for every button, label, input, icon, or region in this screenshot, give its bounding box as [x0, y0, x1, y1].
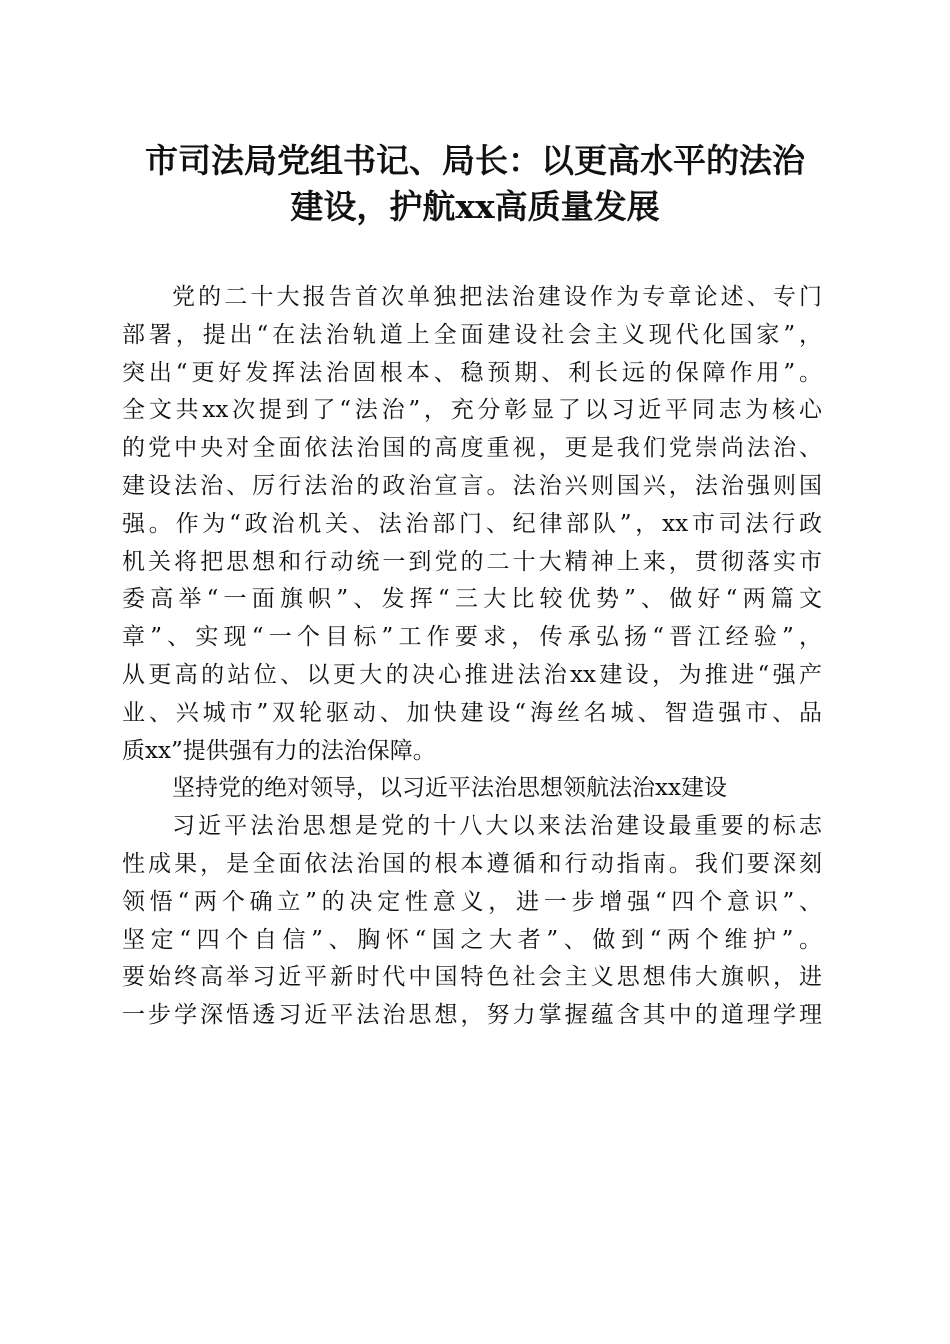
text-line: 全文共xx次提到了“法治”，充分彰显了以习近平同志为核心: [122, 397, 822, 424]
text-line: 从更高的站位、以更大的决心推进法治xx建设，为推进“强产: [122, 661, 822, 688]
paragraph-2: [122, 808, 822, 1035]
text-line: 坚定“四个自信”、胸怀“国之大者”、做到“两个维护”。: [122, 926, 822, 953]
text-line: 质xx”提供强有力的法治保障。: [122, 737, 436, 764]
title-line-1: 市司法局党组书记、局长：以更高水平的法治: [145, 141, 805, 180]
text-line: 强。作为“政治机关、法治部门、纪律部队”，xx市司法行政: [122, 510, 822, 537]
text-line: 的党中央对全面依法治国的高度重视，更是我们党崇尚法治、: [122, 435, 822, 462]
paragraph-1: [122, 279, 822, 770]
text-line: 章”、实现“一个目标”工作要求，传承弘扬“晋江经验”，: [122, 624, 822, 651]
text-line: 突出“更好发挥法治固根本、稳预期、利长远的保障作用”。: [122, 359, 822, 386]
text-line: 习近平法治思想是党的十八大以来法治建设最重要的标志: [172, 813, 822, 840]
document-title: [100, 138, 850, 230]
text-line: 性成果，是全面依法治国的根本遵循和行动指南。我们要深刻: [122, 850, 822, 877]
document-body: [122, 279, 822, 1035]
text-line: 领悟“两个确立”的决定性意义，进一步增强“四个意识”、: [122, 888, 822, 915]
text-line: 要始终高举习近平新时代中国特色社会主义思想伟大旗帜，进: [122, 964, 822, 991]
text-line: 党的二十大报告首次单独把法治建设作为专章论述、专门: [172, 284, 822, 310]
text-line: 建设法治、厉行法治的政治宣言。法治兴则国兴，法治强则国: [122, 472, 822, 499]
text-line: 业、兴城市”双轮驱动、加快建设“海丝名城、智造强市、品: [122, 699, 822, 726]
text-line: 机关将把思想和行动统一到党的二十大精神上来，贯彻落实市: [122, 548, 822, 575]
section-heading: 坚持党的绝对领导，以习近平法治思想领航法治xx建设: [172, 775, 727, 802]
text-line: 部署，提出“在法治轨道上全面建设社会主义现代化国家”，: [122, 321, 822, 348]
text-line: 委高举“一面旗帜”、发挥“三大比较优势”、做好“两篇文: [122, 586, 822, 613]
text-line: 一步学深悟透习近平法治思想，努力掌握蕴含其中的道理学理: [122, 1002, 822, 1029]
title-line-2: 建设，护航xx高质量发展: [290, 187, 660, 226]
